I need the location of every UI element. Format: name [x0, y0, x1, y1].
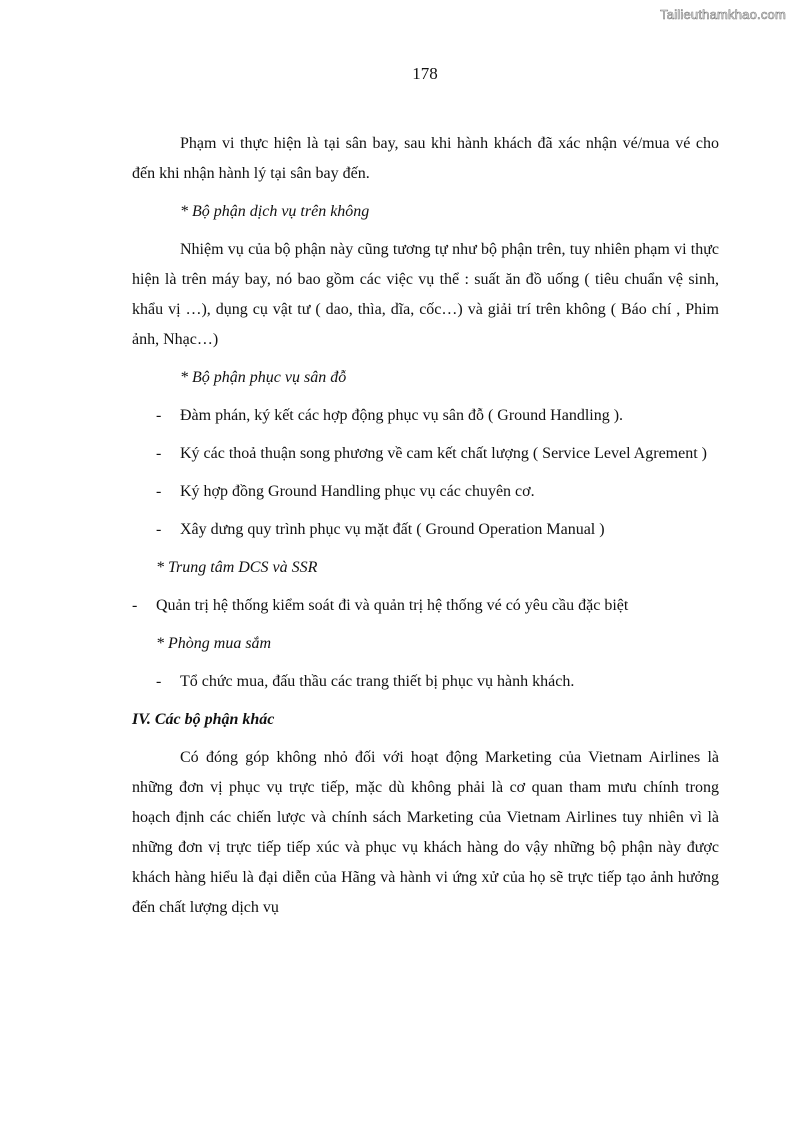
- section-heading: IV. Các bộ phận khác: [132, 711, 275, 728]
- list-item-text: Xây dưng quy trình phục vụ mặt đất ( Ground Operation Manual ): [180, 521, 605, 538]
- list-item: [132, 515, 719, 545]
- page-number: 178: [412, 64, 438, 83]
- dash-bullet: -: [156, 445, 162, 462]
- list-item-text: Đàm phán, ký kết các hợp động phục vụ sân đỗ ( Ground Handling ).: [180, 407, 624, 424]
- subheading-inflight-service: * Bộ phận dịch vụ trên không: [180, 203, 370, 220]
- list-item-text: Tổ chức mua, đấu thầu các trang thiết bị phục vụ hành khách.: [180, 673, 575, 690]
- dash-bullet: -: [156, 673, 162, 690]
- subheading-ground-service: * Bộ phận phục vụ sân đỗ: [180, 369, 347, 386]
- dash-bullet: -: [156, 521, 162, 538]
- list-item: [132, 477, 719, 507]
- list-item-text: Ký các thoả thuận song phương về cam kết chất lượng ( Service Level Agrement ): [180, 445, 707, 462]
- list-item: [132, 439, 719, 469]
- list-item: [132, 667, 719, 697]
- subheading-dcs-ssr: * Trung tâm DCS và SSR: [156, 559, 318, 576]
- list-item: [132, 401, 719, 431]
- list-item-text: Quản trị hệ thống kiểm soát đi và quản trị hệ thống vé có yêu cầu đặc biệt: [156, 597, 629, 614]
- paragraph-inflight-duties: Nhiệm vụ của bộ phận này cũng tương tự như bộ phận trên, tuy nhiên phạm vi thực hiện là trên máy bay, nó bao gồm các việc vụ thể : suất ăn đồ uống ( tiêu chuẩn vệ sinh, khẩu vị …), dụng cụ vật tư ( dao, thìa, dĩa, cốc…) và giải trí trên không ( Báo chí , Phim ảnh, Nhạc…): [132, 241, 719, 348]
- list-item-text: Ký hợp đồng Ground Handling phục vụ các chuyên cơ.: [180, 483, 535, 500]
- subheading-procurement: * Phòng mua sắm: [156, 635, 272, 652]
- dash-bullet: -: [132, 597, 138, 614]
- paragraph-other-departments: Có đóng góp không nhỏ đối với hoạt động Marketing của Vietnam Airlines là những đơn vị phục vụ trực tiếp, mặc dù không phải là cơ quan tham mưu chính trong hoạch định các chiến lược và chính sách Marketing của Vietnam Airlines tuy nhiên vì là những đơn vị trực tiếp tiếp xúc và phục vụ khách hàng do vậy những bộ phận này được khách hàng hiểu là đại diễn của Hãng và hành vi ứng xử của họ sẽ trực tiếp tạo ảnh hưởng đến chất lượng dịch vụ: [132, 749, 719, 916]
- dash-bullet: -: [156, 407, 162, 424]
- paragraph-airport-scope: Phạm vi thực hiện là tại sân bay, sau khi hành khách đã xác nhận vé/mua vé cho đến khi nhận hành lý tại sân bay đến.: [132, 135, 719, 182]
- watermark: Tailieuthamkhao.com: [660, 7, 786, 22]
- dash-bullet: -: [156, 483, 162, 500]
- document-body: [132, 129, 719, 931]
- list-item: [132, 591, 719, 621]
